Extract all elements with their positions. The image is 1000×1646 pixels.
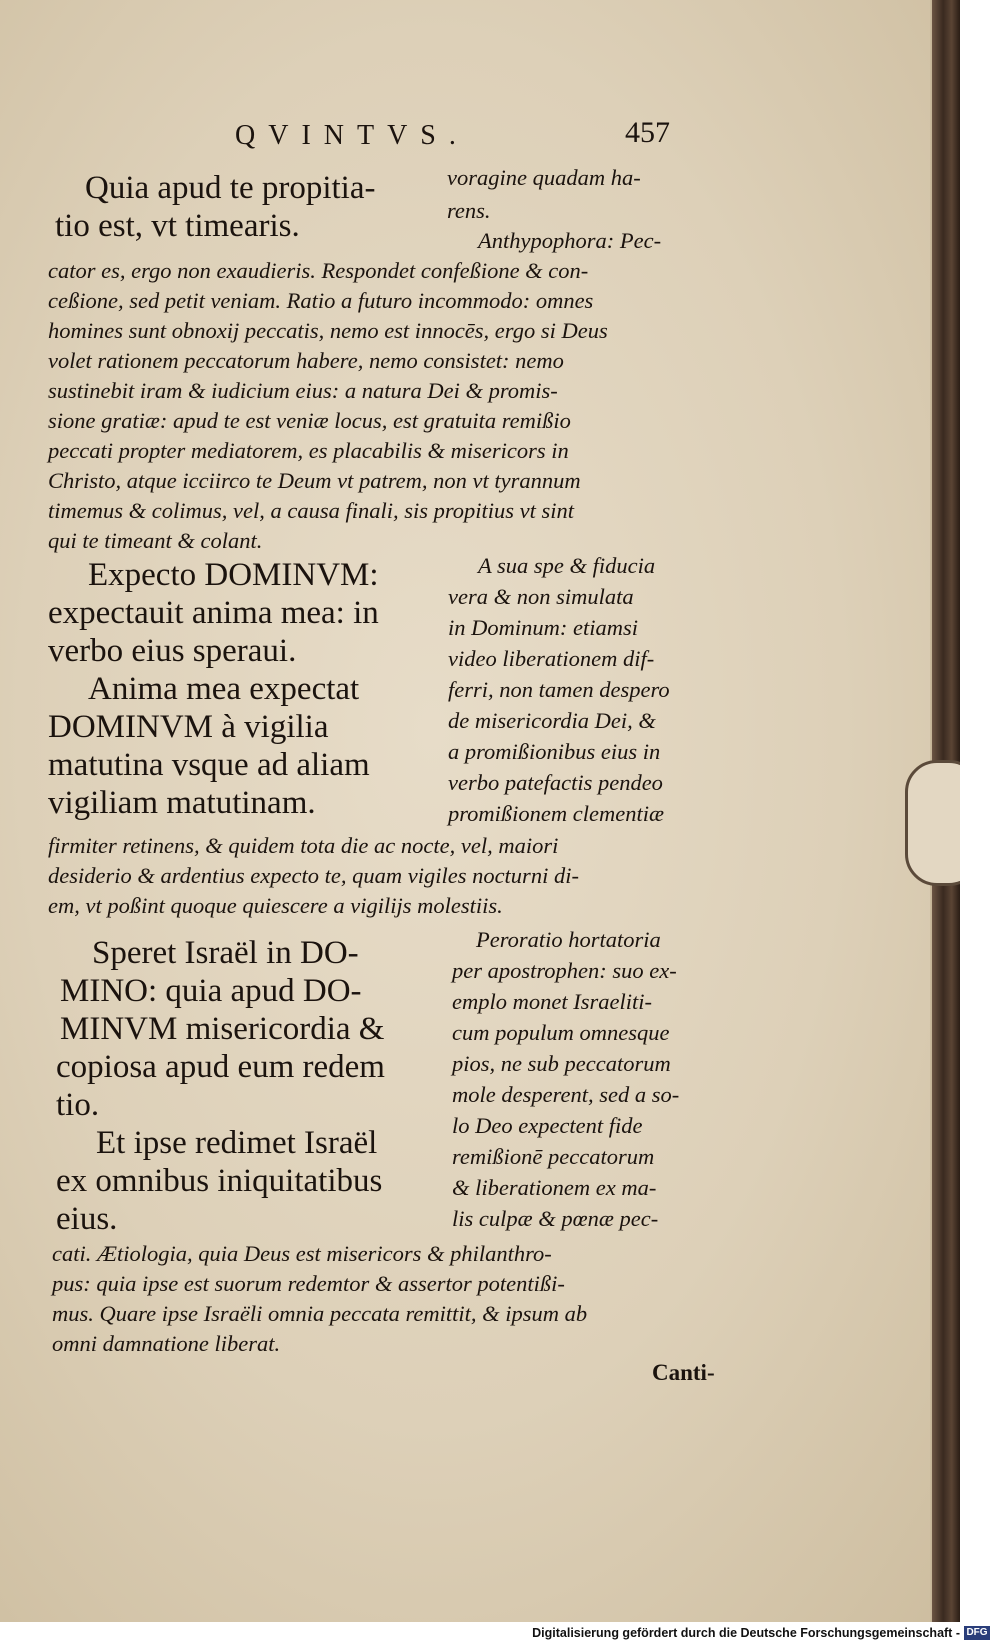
verse-line: Expecto DOMINVM: [88, 557, 379, 593]
commentary-line: pus: quia ipse est suorum redemtor & assertor potentißi- [52, 1271, 565, 1296]
commentary-side-line: video liberationem dif- [448, 646, 655, 671]
commentary-side-line: verbo patefactis pendeo [448, 770, 663, 795]
verse-line: tio est, vt timearis. [55, 208, 300, 244]
commentary-line: volet rationem peccatorum habere, nemo consistet: nemo [48, 348, 564, 373]
commentary-side-line: pios, ne sub peccatorum [452, 1051, 671, 1076]
commentary-side-line: voragine quadam ha- [447, 165, 641, 190]
commentary-line: omni damnatione liberat. [52, 1331, 281, 1356]
commentary-side-line: per apostrophen: suo ex- [452, 958, 677, 983]
commentary-side-line: remißionē peccatorum [452, 1144, 655, 1169]
commentary-side-line: vera & non simulata [448, 584, 634, 609]
verse-line: eius. [56, 1201, 118, 1237]
commentary-side-line: & liberationem ex ma- [452, 1175, 657, 1200]
verse-line: DOMINVM à vigilia [48, 709, 329, 745]
commentary-line: sustinebit iram & iudicium eius: a natura Dei & promis- [48, 378, 558, 403]
commentary-side-line: Peroratio hortatoria [476, 927, 661, 952]
commentary-side-line: lis culpæ & pœnæ pec- [452, 1206, 659, 1231]
commentary-line: qui te timeant & colant. [48, 528, 263, 553]
verse-line: Speret Israël in DO- [92, 935, 359, 971]
commentary-side-line: de misericordia Dei, & [448, 708, 656, 733]
verse-line: tio. [56, 1087, 100, 1123]
commentary-line: desiderio & ardentius expecto te, quam vigiles nocturni di- [48, 863, 579, 888]
commentary-line: homines sunt obnoxij peccatis, nemo est innocēs, ergo si Deus [48, 318, 608, 343]
verse-line: expectauit anima mea: in [48, 595, 379, 631]
dfg-logo: DFG [964, 1626, 990, 1640]
verse-line: Anima mea expectat [88, 671, 360, 707]
commentary-line: ceßione, sed petit veniam. Ratio a futuro incommodo: omnes [48, 288, 594, 313]
verse-line: matutina vsque ad aliam [48, 747, 370, 783]
verse-line: verbo eius speraui. [48, 633, 297, 669]
commentary-side-line: ferri, non tamen despero [448, 677, 670, 702]
commentary-side-line: rens. [447, 198, 491, 223]
commentary-side-line: A sua spe & fiducia [478, 553, 656, 578]
commentary-line: sione gratiæ: apud te est veniæ locus, est gratuita remißio [48, 408, 571, 433]
commentary-side-line: a promißionibus eius in [448, 739, 661, 764]
commentary-line: timemus & colimus, vel, a causa finali, sis propitius vt sint [48, 498, 575, 523]
commentary-side-line: emplo monet Israeliti- [452, 989, 652, 1014]
funding-notice: Digitalisierung gefördert durch die Deutsche Forschungsgemeinschaft - [532, 1626, 960, 1640]
commentary-line: cator es, ergo non exaudieris. Respondet confeßione & con- [48, 258, 589, 283]
page-tab-marker [905, 760, 960, 886]
commentary-side-line: Anthypophora: Pec- [478, 228, 662, 253]
commentary-line: em, vt poßint quoque quiescere a vigilijs molestiis. [48, 893, 503, 918]
page-number: 457 [625, 116, 670, 149]
verse-line: Quia apud te propitia- [85, 170, 376, 206]
footer-bar [0, 1622, 1000, 1646]
commentary-side-line: mole desperent, sed a so- [452, 1082, 680, 1107]
catchword: Canti- [652, 1360, 715, 1385]
commentary-side-line: promißionem clementiæ [448, 801, 665, 826]
running-header: QVINTVS. [235, 120, 469, 151]
commentary-line: firmiter retinens, & quidem tota die ac nocte, vel, maiori [48, 833, 559, 858]
commentary-line: Christo, atque icciirco te Deum vt patrem, non vt tyrannum [48, 468, 581, 493]
commentary-line: mus. Quare ipse Israëli omnia peccata remittit, & ipsum ab [52, 1301, 588, 1326]
commentary-side-line: in Dominum: etiamsi [448, 615, 638, 640]
commentary-side-line: cum populum omnesque [452, 1020, 670, 1045]
verse-line: vigiliam matutinam. [48, 785, 316, 821]
commentary-side-line: lo Deo expectent fide [452, 1113, 643, 1138]
verse-line: Et ipse redimet Israël [96, 1125, 378, 1161]
verse-line: copiosa apud eum redem [56, 1049, 385, 1085]
verse-line: MINO: quia apud DO- [60, 973, 362, 1009]
commentary-line: peccati propter mediatorem, es placabilis & misericors in [48, 438, 569, 463]
verse-line: MINVM misericordia & [60, 1011, 385, 1047]
verse-line: ex omnibus iniquitatibus [56, 1163, 383, 1199]
commentary-line: cati. Ætiologia, quia Deus est misericors & philanthro- [52, 1241, 552, 1266]
